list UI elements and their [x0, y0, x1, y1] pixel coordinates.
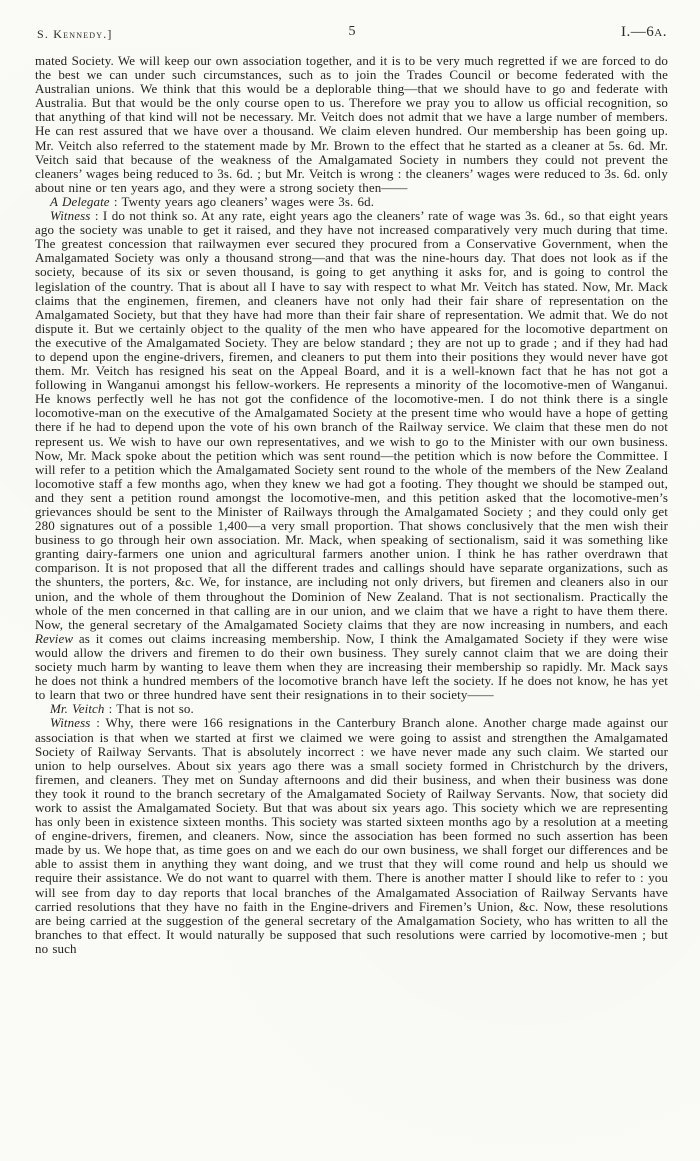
speaker-name-witness: Witness — [50, 208, 91, 224]
paragraph-text: : Why, there were 166 resignations in the Canterbury Branch alone. Another charge made against our association is that when we started at first we claimed we were going to assist and strengthen the Amalgamated Society of Railway Servants. That is absolutely incorrect : we have never made any such claim. We started our union to help ourselves. About six years ago there was a small society formed in Christchurch by the drivers, firemen, and cleaners. They met on Sunday afternoons and did their business, and when their business was done they took it round to the branch secretary of the Amalgamated Society of Railway Servants. Now, that society did work to assist the Amalgamated Society. But that was about six years ago. This society which we are representing has only been in existence sixteen months. This society was started sixteen months ago by a resolution at a meeting of engine-drivers, firemen, and cleaners. Now, since the association has been formed no such assertion has been made by us. We hope that, as time goes on and we each do our own business, we shall forget our differences and be able to assist them in anything they want doing, and we trust that they will come round and help us should we require their assistance. We do not want to quarrel with them. There is another matter I should like to refer to : you will see from day to day reports that local branches of the Amalgamated Association of Railway Servants have carried resolutions that they have no faith in the Engine-drivers and Firemen’s Union, &c. Now, these resolutions are being carried at the suggestion of the general secretary of the Amalgamation Society, who has written to all the branches to that effect. It would naturally be supposed that such resolutions were carried by locomotive-men ; but no such — [35, 715, 668, 956]
witness-name: S. Kennedy.] — [37, 27, 113, 41]
paragraph-witness-1 — [35, 209, 668, 702]
speaker-name-veitch: Mr. Veitch — [50, 701, 105, 717]
paragraph-text: : That is not so. — [104, 701, 194, 717]
paragraph-delegate — [35, 195, 668, 209]
paper-reference: I.—6a. — [621, 24, 667, 40]
paragraph-text: : Twenty years ago cleaners’ wages were 3s. 6d. — [109, 193, 375, 209]
review-journal-name: Review — [35, 630, 74, 646]
paragraph-continuation — [35, 54, 668, 195]
page-number: 5 — [348, 24, 356, 39]
speaker-name-delegate: A Delegate — [50, 193, 110, 209]
speaker-name-witness: Witness — [50, 715, 91, 731]
paragraph-text: mated Society. We will keep our own association together, and it is to be very much regretted if we are forced to do the best we can under such circumstances, such as to join the Trades Council or become federated with the Australian unions. We think that this would be a deplorable thing—that we should have to go and federate with Australia. But that would be the only course open to us. Therefore we pray you to allow us official recognition, so that anything of that kind will not be necessary. Mr. Veitch does not admit that we have a large number of members. He can rest assured that we have over a thousand. We claim eleven hundred. Our membership has been going up. Mr. Veitch also referred to the statement made by Mr. Brown to the effect that he started as a cleaner at 5s. 6d. Mr. Veitch said that because of the weakness of the Amalgamated Society in numbers they could not prevent the cleaners’ wages being reduced to 3s. 6d. ; but Mr. Veitch is wrong : the cleaners’ wages were reduced to 3s. 6d. only about nine or ten years ago, and they were a strong society then—— — [35, 53, 668, 195]
transcript-body — [35, 54, 668, 956]
paragraph-veitch — [35, 702, 668, 716]
page-header — [37, 24, 667, 42]
paragraph-witness-2 — [35, 716, 668, 956]
paragraph-text: as it comes out claims increasing membership. Now, I think the Amalgamated Society if they were wise would allow the drivers and firemen to do their own business. They surely cannot claim that we are doing their society much harm by wanting to leave them when they are increasing their membership so rapidly. Mr. Mack says he does not think a hundred members of the locomotive branch have left the society. If he does not know, he has yet to learn that two or three hundred have sent their resignations in to their society—— — [35, 630, 668, 703]
paragraph-text: : I do not think so. At any rate, eight years ago the cleaners’ rate of wage was 3s. 6d., so that eight years ago the society was unable to get it raised, and they have not increased comparatively very much during that time. The greatest concession that railwaymen ever secured they procured from a Conservative Government, when the Amalgamated Society was only a thousand strong—and that was the nine-hours day. That does not look as if the society, because of its six or seven thousand, is going to get anything it asks for, and is going to control the legislation of the country. That is about all I have to say with respect to what Mr. Veitch has stated. Now, Mr. Mack claims that the enginemen, firemen, and cleaners have not only had their fair share of representation on the Amalgamated Society, but that they have had more than their fair share of representation. We admit that. We do not dispute it. But we certainly object to the quality of the men who have appeared for the locomotive department on the executive of the Amalgamated Society. They are below standard ; they are not up to grade ; and if they had had to depend upon the engine-drivers, firemen, and cleaners to put them into their positions they would never have got them. Mr. Veitch has resigned his seat on the Appeal Board, and it is a well-known fact that he has not got a following in Wanganui amongst his fellow-workers. He represents a minority of the locomotive-men of Wanganui. He knows perfectly well he has not got the confidence of the locomotive-men. I do not think there is a single locomotive-man on the executive of the Amalgamated Society at the present time who would have a hope of getting there if he had to depend upon the vote of his own branch of the Railway service. We claim that these men do not represent us. We wish to have our own representatives, and we wish to go to the Minister with our own business. Now, Mr. Mack spoke about the petition which was sent round—the petition which is now before the Committee. I will refer to a petition which the Amalgamated Society sent round to the whole of the members of the New Zealand locomotive staff a few months ago, when they knew we had got a footing. They thought we should be stamped out, and they sent a petition round amongst the locomotive-men, and this petition asked that the locomotive-men’s grievances should be sent to the Minister of Railways through the Amalgamated Society ; and they could only get 280 signatures out of a possible 1,400—a very small proportion. That shows conclusively that the men wish their business to go through heir own association. Mr. Mack, when speaking of sectionalism, said it was something like granting dairy-farmers one union and agricultural farmers another union. I think he has rather overdrawn that comparison. It is not proposed that all the different trades and callings should have separate organizations, such as the shunters, the porters, &c. We, for instance, are including not only drivers, but firemen and cleaners also in our union, and the whole of them throughout the Dominion of New Zealand. That is not sectionalism. Practically the whole of the men concerned in that calling are in our union, and we claim that we have a right to have them there. Now, the general secretary of the Amalgamated Society claims that they are now increasing in numbers, and each — [35, 208, 668, 632]
